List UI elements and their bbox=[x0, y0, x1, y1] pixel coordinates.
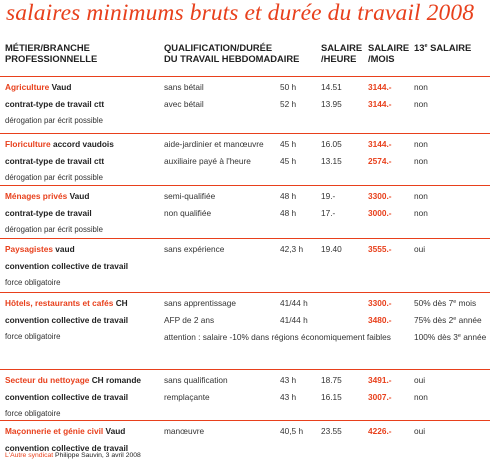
thirteenth-value: 100% dès 3 bbox=[414, 332, 458, 342]
footer-org: L'Autre syndicat bbox=[5, 452, 54, 459]
thirteenth-salary bbox=[414, 99, 428, 109]
monthly-wage: 3480.- bbox=[368, 315, 392, 325]
hourly-wage: 19.- bbox=[321, 191, 336, 201]
thirteenth-value: non bbox=[414, 82, 428, 92]
branch-title bbox=[5, 298, 128, 308]
qualification: avec bétail bbox=[164, 99, 204, 109]
branch-contract: convention collective de travail bbox=[5, 315, 129, 325]
monthly-wage: 3300.- bbox=[368, 191, 392, 201]
page-title: salaires minimums bruts et durée du travail 2008 bbox=[6, 0, 475, 26]
branch-name: Floriculture bbox=[5, 139, 51, 149]
branch-region: accord vaudois bbox=[52, 139, 114, 149]
branch-contract: convention collective de travail bbox=[5, 261, 129, 271]
weekly-hours: 45 h bbox=[280, 139, 297, 149]
thirteenth-salary bbox=[414, 191, 428, 201]
qualification: AFP de 2 ans bbox=[164, 315, 215, 325]
row-divider bbox=[0, 420, 490, 421]
branch-condition: dérogation par écrit possible bbox=[5, 173, 103, 182]
header-salaire-heure bbox=[321, 42, 362, 64]
header-qual-line1: QUALIFICATION/DURÉE bbox=[164, 42, 273, 53]
ordinal-suffix: e bbox=[453, 299, 457, 305]
weekly-hours: 48 h bbox=[280, 191, 297, 201]
qualification: sans bétail bbox=[164, 82, 204, 92]
weekly-hours: 40,5 h bbox=[280, 426, 304, 436]
branch-name: Paysagistes bbox=[5, 244, 53, 254]
row-divider bbox=[0, 292, 490, 293]
ordinal-suffix: e bbox=[457, 333, 461, 339]
thirteenth-value: non bbox=[414, 208, 428, 218]
branch-region: CH bbox=[115, 298, 128, 308]
qualification: sans expérience bbox=[164, 244, 225, 254]
qualification: non qualifiée bbox=[164, 208, 212, 218]
weekly-hours: 50 h bbox=[280, 82, 297, 92]
branch-region: Vaud bbox=[69, 191, 90, 201]
thirteenth-unit: mois bbox=[456, 298, 477, 308]
thirteenth-value: oui bbox=[414, 244, 426, 254]
branch-condition: force obligatoire bbox=[5, 409, 61, 418]
thirteenth-unit: année bbox=[460, 332, 487, 342]
branch-name: Ménages privés bbox=[5, 191, 68, 201]
branch-name: Secteur du nettoyage bbox=[5, 375, 90, 385]
thirteenth-value: non bbox=[414, 99, 428, 109]
header-heure-line2: /HEURE bbox=[321, 53, 357, 64]
qualification: sans qualification bbox=[164, 375, 228, 385]
row-divider bbox=[0, 369, 490, 370]
monthly-wage: 3000.- bbox=[368, 208, 392, 218]
row-divider bbox=[0, 238, 490, 239]
branch-region: vaud bbox=[55, 244, 75, 254]
qualification: sans apprentissage bbox=[164, 298, 236, 308]
branch-contract: contrat-type de travail ctt bbox=[5, 99, 105, 109]
thirteenth-salary bbox=[414, 375, 425, 385]
ordinal-suffix: e bbox=[453, 316, 457, 322]
weekly-hours: 41/44 h bbox=[280, 298, 308, 308]
row-divider bbox=[0, 133, 490, 134]
thirteenth-salary-note bbox=[414, 332, 486, 342]
branch-title bbox=[5, 139, 114, 149]
branch-condition: dérogation par écrit possible bbox=[5, 225, 103, 234]
branch-contract: contrat-type de travail ctt bbox=[5, 156, 105, 166]
branch-condition: force obligatoire bbox=[5, 332, 61, 341]
thirteenth-value: oui bbox=[414, 426, 426, 436]
monthly-wage: 3555.- bbox=[368, 244, 392, 254]
branch-region: CH romande bbox=[91, 375, 142, 385]
weekly-hours: 48 h bbox=[280, 208, 297, 218]
thirteenth-value: non bbox=[414, 139, 428, 149]
branch-condition: dérogation par écrit possible bbox=[5, 116, 103, 125]
thirteenth-value: non bbox=[414, 191, 428, 201]
weekly-hours: 43 h bbox=[280, 392, 297, 402]
thirteenth-salary bbox=[414, 139, 428, 149]
branch-name: Agriculture bbox=[5, 82, 50, 92]
branch-title bbox=[5, 82, 71, 92]
branch-title bbox=[5, 426, 125, 436]
thirteenth-salary bbox=[414, 298, 476, 308]
header-salaire-mois bbox=[368, 42, 409, 64]
thirteenth-value: oui bbox=[414, 375, 426, 385]
monthly-wage: 3491.- bbox=[368, 375, 392, 385]
branch-contract: contrat-type de travail bbox=[5, 208, 92, 218]
hourly-wage: 13.95 bbox=[321, 99, 342, 109]
footer-credit: Philippe Sauvin, 3 avril 2008 bbox=[55, 452, 141, 459]
qualification: semi-qualifiée bbox=[164, 191, 216, 201]
thirteenth-salary bbox=[414, 244, 425, 254]
thirteenth-salary bbox=[414, 315, 482, 325]
thirteenth-value: non bbox=[414, 392, 428, 402]
monthly-wage: 3144.- bbox=[368, 82, 392, 92]
hourly-wage: 16.05 bbox=[321, 139, 342, 149]
monthly-wage: 3300.- bbox=[368, 298, 392, 308]
branch-condition: force obligatoire bbox=[5, 278, 61, 287]
header-heure-line1: SALAIRE bbox=[321, 42, 363, 53]
row-note: attention : salaire -10% dans régions économiquement faibles bbox=[164, 332, 391, 342]
branch-title bbox=[5, 375, 141, 385]
branch-contract: convention collective de travail bbox=[5, 392, 129, 402]
thirteenth-salary bbox=[414, 82, 428, 92]
branch-name: Maçonnerie et génie civil bbox=[5, 426, 104, 436]
qualification: remplaçante bbox=[164, 392, 210, 402]
header-metier-line2: PROFESSIONNELLE bbox=[5, 53, 98, 64]
branch-contract: convention collective de travail bbox=[5, 443, 129, 453]
header-mois-line2: /MOIS bbox=[368, 53, 395, 64]
thirteenth-value: 50% dès 7 bbox=[414, 298, 454, 308]
hourly-wage: 14.51 bbox=[321, 82, 342, 92]
thirteenth-salary bbox=[414, 392, 428, 402]
qualification: auxiliaire payé à l'heure bbox=[164, 156, 251, 166]
branch-region: Vaud bbox=[51, 82, 72, 92]
hourly-wage: 23.55 bbox=[321, 426, 342, 436]
thirteenth-salary bbox=[414, 426, 425, 436]
qualification: manœuvre bbox=[164, 426, 205, 436]
qualification: aide-jardinier et manœuvre bbox=[164, 139, 264, 149]
hourly-wage: 17.- bbox=[321, 208, 336, 218]
branch-region: Vaud bbox=[105, 426, 126, 436]
hourly-wage: 13.15 bbox=[321, 156, 342, 166]
thirteenth-value: 75% dès 2 bbox=[414, 315, 454, 325]
thirteenth-unit: année bbox=[456, 315, 482, 325]
ordinal-suffix: e bbox=[424, 43, 428, 49]
thirteenth-salary bbox=[414, 156, 428, 166]
branch-title bbox=[5, 244, 75, 254]
footer bbox=[5, 452, 141, 459]
hourly-wage: 19.40 bbox=[321, 244, 342, 254]
monthly-wage: 3144.- bbox=[368, 139, 392, 149]
weekly-hours: 43 h bbox=[280, 375, 297, 385]
row-divider bbox=[0, 185, 490, 186]
header-qual-line2: DU TRAVAIL HEBDOMADAIRE bbox=[164, 53, 300, 64]
header-mois-line1: SALAIRE bbox=[368, 42, 410, 53]
weekly-hours: 52 h bbox=[280, 99, 297, 109]
monthly-wage: 2574.- bbox=[368, 156, 392, 166]
weekly-hours: 41/44 h bbox=[280, 315, 308, 325]
thirteenth-value: non bbox=[414, 156, 428, 166]
row-divider bbox=[0, 76, 490, 77]
monthly-wage: 3007.- bbox=[368, 392, 392, 402]
weekly-hours: 45 h bbox=[280, 156, 297, 166]
header-metier-line1: MÉTIER/BRANCHE bbox=[5, 42, 90, 53]
weekly-hours: 42,3 h bbox=[280, 244, 304, 254]
monthly-wage: 4226.- bbox=[368, 426, 392, 436]
header-qualification bbox=[164, 42, 299, 64]
branch-title bbox=[5, 191, 89, 201]
header-treizieme: 13e SALAIRE bbox=[414, 42, 472, 53]
hourly-wage: 18.75 bbox=[321, 375, 342, 385]
thirteenth-salary bbox=[414, 208, 428, 218]
header-metier bbox=[5, 42, 97, 64]
hourly-wage: 16.15 bbox=[321, 392, 342, 402]
monthly-wage: 3144.- bbox=[368, 99, 392, 109]
branch-name: Hôtels, restaurants et cafés bbox=[5, 298, 114, 308]
